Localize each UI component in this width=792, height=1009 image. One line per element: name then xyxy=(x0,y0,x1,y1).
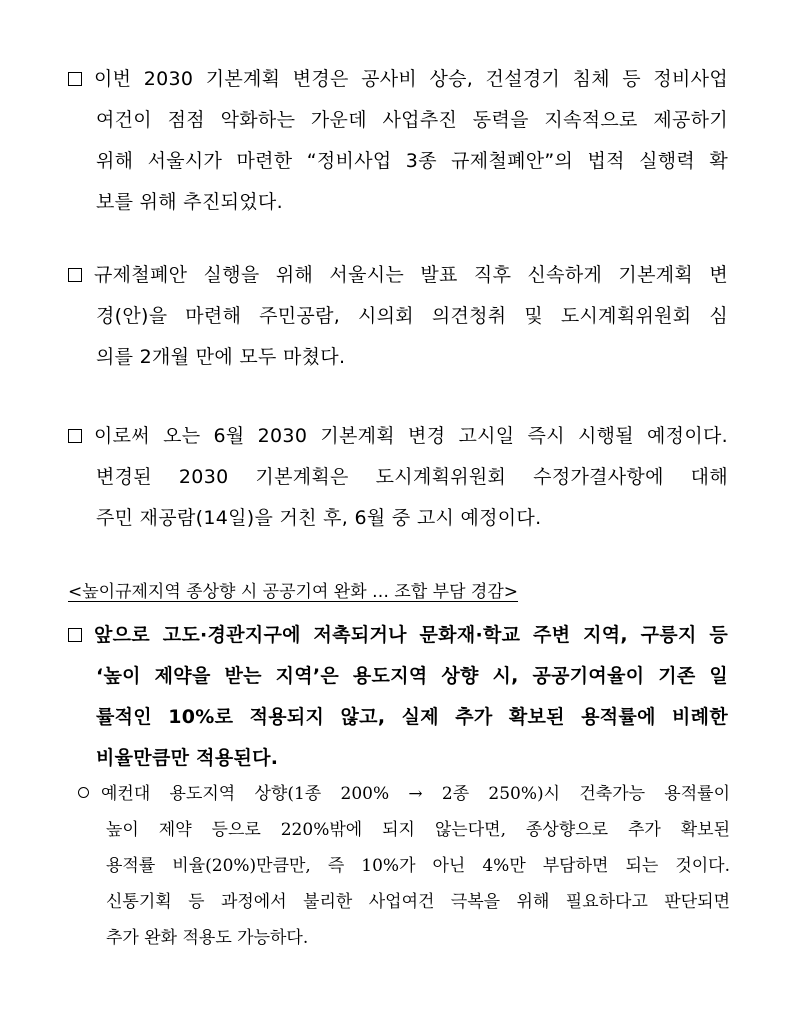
square-bullet-icon xyxy=(68,268,82,282)
paragraph-line: 률적인 10%로 적용되지 않고, 실제 추가 확보된 용적률에 비례한 xyxy=(96,706,728,728)
paragraph-line: 추가 완화 적용도 가능하다. xyxy=(106,928,309,948)
paragraph-line: 비율만큼만 적용된다. xyxy=(96,747,279,769)
paragraph-line: ‘높이 제약을 받는 지역’은 용도지역 상향 시, 공공기여율이 기존 일 xyxy=(96,665,728,687)
paragraph-line: 주민 재공람(14일)을 거친 후, 6월 중 고시 예정이다. xyxy=(96,507,542,529)
sub-paragraph xyxy=(78,776,730,956)
paragraph-line: 위해 서울시가 마련한 “정비사업 3종 규제철폐안”의 법적 실행력 확 xyxy=(96,150,728,172)
paragraph-line: 경(안)을 마련해 주민공람, 시의회 의견청취 및 도시계획위원회 심 xyxy=(96,305,728,327)
paragraph-3 xyxy=(68,416,728,539)
paragraph-line: 높이 제약 등으로 220%밖에 되지 않는다면, 종상향으로 추가 확보된 xyxy=(106,820,730,840)
paragraph-line: 보를 위해 추진되었다. xyxy=(96,191,283,213)
paragraph-line: 변경된 2030 기본계획은 도시계획위원회 수정가결사항에 대해 xyxy=(96,466,728,488)
paragraph-line: 이번 2030 기본계획 변경은 공사비 상승, 건설경기 침체 등 정비사업 xyxy=(68,59,728,100)
square-bullet-icon xyxy=(68,628,82,642)
circle-bullet-icon xyxy=(78,787,89,798)
paragraph-2 xyxy=(68,255,728,378)
paragraph-line: 규제철폐안 실행을 위해 서울시는 발표 직후 신속하게 기본계획 변 xyxy=(68,255,728,296)
square-bullet-icon xyxy=(68,72,82,86)
paragraph-line: 여건이 점점 악화하는 가운데 사업추진 동력을 지속적으로 제공하기 xyxy=(96,109,728,131)
section-heading: <높이규제지역 종상향 시 공공기여 완화 … 조합 부담 경감> xyxy=(68,582,519,602)
paragraph-line: 앞으로 고도·경관지구에 저촉되거나 문화재·학교 주변 지역, 구릉지 등 xyxy=(68,615,728,656)
square-bullet-icon xyxy=(68,429,82,443)
bold-paragraph xyxy=(68,615,728,779)
paragraph-line: 의를 2개월 만에 모두 마쳤다. xyxy=(96,346,346,368)
paragraph-line: 신통기획 등 과정에서 불리한 사업여건 극복을 위해 필요하다고 판단되면 xyxy=(106,892,730,912)
paragraph-line: 이로써 오는 6월 2030 기본계획 변경 고시일 즉시 시행될 예정이다. xyxy=(68,416,728,457)
paragraph-1 xyxy=(68,59,728,223)
paragraph-line: 용적률 비율(20%)만큼만, 즉 10%가 아닌 4%만 부담하면 되는 것이다. xyxy=(106,856,730,876)
paragraph-line: 예컨대 용도지역 상향(1종 200% → 2종 250%)시 건축가능 용적률이 xyxy=(78,776,730,812)
